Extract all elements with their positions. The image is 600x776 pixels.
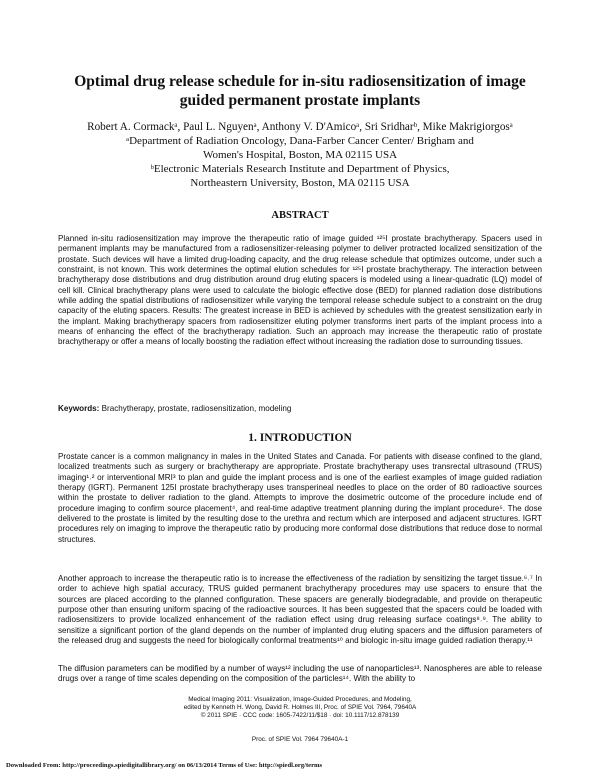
affiliation-line: Northeastern University, Boston, MA 02115 USA	[190, 177, 410, 189]
page-number: Proc. of SPIE Vol. 7964 79640A-1	[251, 736, 349, 743]
keywords-text: Brachytherapy, prostate, radiosensitization, modeling	[101, 404, 292, 413]
abstract-text: Planned in-situ radiosensitization may improve the therapeutic ratio of image guided ¹²⁵I prostate brachytherapy. Spacers used in permanent implants may be manufactured from a radiosensitizer-releasing polymer to deliver protracted localized sensitization of the prostate. Such devices will have a limited drug-loading capacity, and the drug release schedule that optimizes outcome, under such a constraint, is not known. This work determines the optimal elution schedules for ¹²⁵I prostate brachytherapy. The interaction between brachytherapy dose distributions and drug distribution around drug eluting spacers is modeled using a linear-quadratic (LQ) model of cell kill. Clinical brachytherapy plans were used to calculate the biologic effective dose (BED) for planned radiation dose distributions while adding the spatial distributions of radiosensitizer while varying the temporal release schedule subject to a constraint on the drug capacity of the eluting spacers. Results: The greatest increase in BED is achieved by schedules with the greatest sensitization early in the implant. Making brachytherapy spacers from radiosensitizer eluting polymer transforms inert parts of the implant process into a means of enhancing the effect of the brachytherapy radiation. Such an approach may increase the therapeutic ratio of prostate brachytherapy or offer a means of locally boosting the radiation effect without increasing the radiation dose to surrounding tissues.	[58, 234, 542, 347]
title-line-2: guided permanent prostate implants	[179, 92, 421, 109]
footer-line: © 2011 SPIE · CCC code: 1605-7422/11/$18 · doi: 10.1117/12.878139	[200, 712, 400, 719]
affiliation-line: ᵃDepartment of Radiation Oncology, Dana-Farber Cancer Center/ Brigham and	[126, 135, 474, 147]
affiliation-line: Women's Hospital, Boston, MA 02115 USA	[202, 149, 398, 161]
title-line-1: Optimal drug release schedule for in-situ radiosensitization of image	[74, 73, 526, 90]
footer-line: edited by Kenneth H. Wong, David R. Holmes III, Proc. of SPIE Vol. 7964, 79640A	[183, 704, 417, 711]
section-heading-introduction: 1. INTRODUCTION	[248, 432, 352, 444]
paper-title	[40, 72, 560, 110]
affiliation-line: ᵇElectronic Materials Research Institute and Department of Physics,	[150, 163, 450, 175]
intro-paragraph: The diffusion parameters can be modified by a number of ways¹² including the use of nanoparticles¹³. Nanospheres are able to release drugs over a range of time scales depending on the composition of the particles¹⁴. With the ability to	[58, 664, 542, 684]
keywords	[58, 404, 542, 413]
keywords-label: Keywords:	[58, 404, 100, 413]
download-notice: Downloaded From: http://proceedings.spiedigitallibrary.org/ on 06/13/2014 Terms of Use: http://spiedl.org/terms	[6, 762, 323, 769]
intro-paragraph: Another approach to increase the therapeutic ratio is to increase the effectiveness of the radiation by sensitizing the target tissue.⁶˒⁷ In order to achieve high spatial accuracy, TRUS guided permanent brachytherapy procedures may use spacers to ensure that the sources are placed according to the planned configuration. These spacers are generally biodegradable, and provide on therapeutic purpose other than ensuring uniform spacing of the radioactive sources. It has been suggested that the spacers could be loaded with radiosensitizers to provide localized enhancement of the radiation effect using drug releasing surface coatings⁸˒⁹. The ability to sensitize a significant portion of the gland depends on the number of implanted drug eluting spacers and the diffusion parameters of the released drug and suggests the need for biologically conformal treatments¹⁰ and biologic in-situ image guided radiation therapy.¹¹	[58, 574, 542, 646]
abstract-heading: ABSTRACT	[271, 210, 329, 221]
author-list: Robert A. Cormackᵃ, Paul L. Nguyenᵃ, Anthony V. D'Amicoᵃ, Sri Sridharᵇ, Mike Makrigiorgosᵃ	[87, 121, 513, 133]
footer-line: Medical Imaging 2011: Visualization, Image-Guided Procedures, and Modeling,	[188, 696, 412, 703]
intro-paragraph: Prostate cancer is a common malignancy in males in the United States and Canada. For patients with disease confined to the gland, localized treatments such as surgery or brachytherapy are appropriate. Prostate brachytherapy uses transrectal ultrasound (TRUS) imaging¹˒² or interventional MRI³ to plan and guide the implant process and is one of the earliest examples of image guided radiation therapy (IGRT). Permanent 125I prostate brachytherapy uses transperineal needles to place on the order of 80 radioactive sources within the prostate to deliver radiation to the gland. Attempts to improve the dosimetric outcome of the procedure include end of procedure imaging to confirm source placement⁴, and real-time adaptive treatment planning during the implant procedure⁵. The dose delivered to the prostate is limited by the resulting dose to the urethra and rectum which are interposed and adjacent structures. IGRT procedures rely on imaging to improve the therapeutic ratio by producing more conformal dose distributions that reduce dose to normal structures.	[58, 452, 542, 544]
